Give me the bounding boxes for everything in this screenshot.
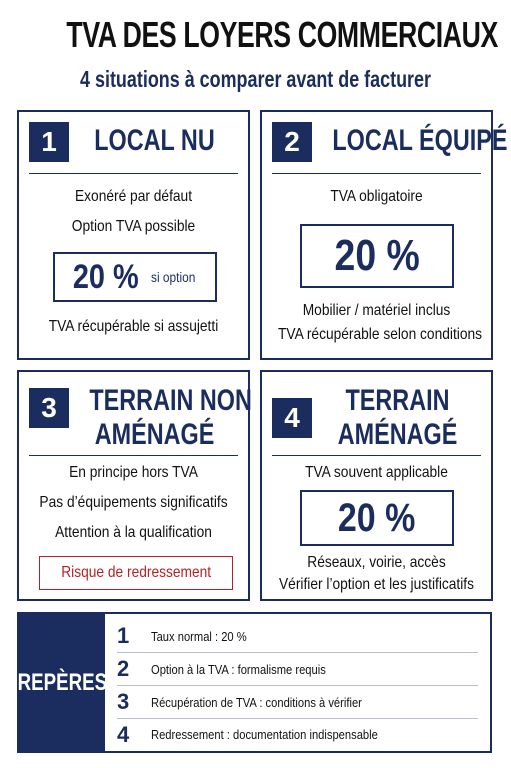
card-line: Attention à la qualification [55, 524, 212, 541]
card-terrain-non-amenage [17, 370, 250, 601]
rate-value: 20 % [334, 231, 420, 280]
card-line: Exonéré par défaut [74, 188, 193, 205]
reperes-number: 1 [117, 623, 130, 648]
card-line: Vérifier l’option et les justificatifs [278, 576, 475, 593]
risk-text: Risque de redressement [61, 564, 211, 581]
card-line: TVA récupérable selon conditions [278, 326, 483, 343]
card-local-equipe [260, 110, 508, 360]
card-title-line: TERRAIN [345, 384, 450, 417]
card-terrain-amenage [260, 370, 493, 601]
card-line: TVA récupérable si assujetti [48, 318, 219, 335]
rate-note: si option [150, 269, 196, 285]
card-local-nu [17, 110, 250, 360]
card-line: TVA souvent applicable [305, 464, 448, 481]
card-line: Option TVA possible [71, 218, 196, 235]
rate-box [300, 224, 454, 288]
card-number: 3 [29, 388, 69, 428]
rate-box [300, 490, 454, 546]
rate-value: 20 % [338, 495, 416, 540]
card-title-line: TERRAIN NON [89, 384, 252, 417]
card-title-line: AMÉNAGÉ [94, 418, 215, 451]
card-header [29, 122, 238, 174]
reperes-number: 3 [117, 689, 130, 714]
card-header [272, 382, 481, 456]
card-title-line: AMÉNAGÉ [337, 418, 458, 451]
card-header [272, 122, 508, 174]
rate-box [53, 252, 217, 302]
reperes-label [19, 614, 105, 751]
reperes-number: 2 [117, 656, 130, 681]
page-title: TVA DES LOYERS COMMERCIAUX [66, 14, 498, 55]
reperes-label-text: REPÈRES [17, 668, 107, 696]
card-header [29, 382, 252, 456]
reperes-row [117, 686, 478, 719]
reperes-number: 4 [117, 721, 130, 747]
card-line: TVA obligatoire [330, 188, 423, 205]
card-number: 4 [272, 398, 312, 438]
reperes-text: Redressement : documentation indispensable [151, 727, 378, 742]
card-number: 2 [272, 122, 312, 162]
reperes-panel [17, 612, 492, 753]
card-title: LOCAL ÉQUIPÉ [332, 124, 508, 157]
card-number: 1 [29, 122, 69, 162]
reperes-text: Récupération de TVA : conditions à vérifier [151, 694, 362, 710]
reperes-row [117, 620, 478, 653]
card-line: En principe hors TVA [69, 464, 198, 481]
card-line: Mobilier / matériel inclus [302, 302, 451, 319]
reperes-row [117, 653, 478, 686]
card-line: Réseaux, voirie, accès [307, 554, 446, 571]
reperes-text: Taux normal : 20 % [151, 628, 247, 644]
page-subtitle: 4 situations à comparer avant de facturer [80, 66, 431, 92]
card-title: LOCAL NU [94, 124, 215, 157]
risk-badge [39, 556, 233, 590]
reperes-text: Option à la TVA : formalisme requis [151, 661, 326, 677]
card-line: Pas d’équipements significatifs [39, 494, 228, 511]
rate-value: 20 % [72, 257, 139, 296]
reperes-row [117, 718, 478, 751]
